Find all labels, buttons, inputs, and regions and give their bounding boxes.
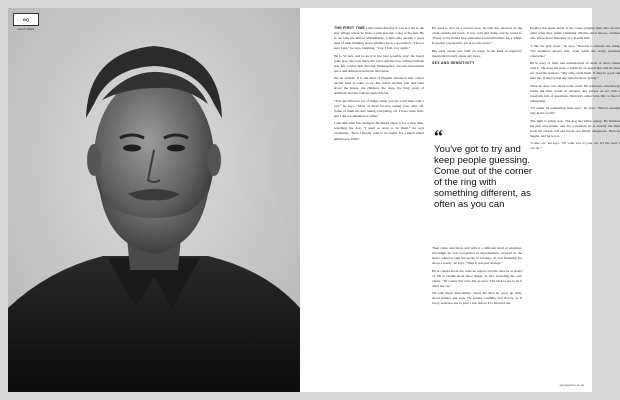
paragraph: He is wary of fame and unimpressed by most of what comes with it. He does not have a publicist on speed dial and he does not read his reviews. "My wife reads them. If they're good she tells me. If they're bad she tells me more gently." [530, 61, 620, 81]
lead-in: THE FIRST TIME [334, 26, 365, 30]
paragraph: I ask him what has changed. He thinks about it for a long time, watching the dog. "I used to want to be liked," he says eventually. "Now I mostly want to be useful. It's a much easier ambition to fulfil." [334, 121, 424, 141]
article-page [300, 8, 620, 392]
paragraph: He used to live on a narrow boat, he tells me, moored on the canal outside the town. It was cold and damp and he loved it. "Every actor should live somewhere uncomfortable for a while. It teaches you that the job is not the point." [432, 26, 522, 46]
article-column-2-bottom [432, 246, 522, 382]
paragraph: He is 54 now and looks it in the best possible way: the beard gone grey, the eyes lined, the voice still the low, rolling baritone that has carried him through Shakespeare, swords-and-sandals epics and American network television. [334, 53, 424, 73]
portrait-photo [8, 8, 300, 392]
paragraph: Purefoy has spent much of his career playing men who are not quite what they seem: charming villains, tired heroes, soldiers who know more than they say. It suits him. [530, 26, 620, 41]
paragraph: "I like the grey areas," he says. "Nobody is entirely one thing. The audience knows that, even when the script pretends otherwise." [530, 43, 620, 58]
paragraph: "You get offered a lot of things when you are a tall man with a jaw," he says. "Most of them involve taking your shirt off. Some of them involve taking everything off. I have done both, and I am not ashamed of either." [334, 98, 424, 118]
section-label: FEATURES [17, 27, 35, 31]
pull-quote [434, 126, 538, 210]
paragraph: What he does care about is the work. He rehearses obsessively, learns his lines weeks in advance and arrives on set with a notebook full of questions. Directors either love this or find it exhausting. [530, 83, 620, 103]
article-column-3 [530, 26, 620, 380]
paragraph: THE FIRST TIME I met James Purefoy it was in a bar in the tiny village where he lives, a pint in hand, a dog at his feet. He is, he tells me almost immediately, a man who spends a good deal of time thinking about whether he is a good man. "I'm not sure I am," he says, laughing. "I try. I fail. I try again." [334, 26, 425, 51]
article-column-1 [334, 26, 424, 380]
paragraph: The light is going now. The dog has fallen asleep. He finishes his pint and stands, and for a moment he is exactly the man from the screen, tall and broad and faintly dangerous. Then he laughs, and he is not. [530, 118, 620, 138]
pull-quote-text: You've got to try and keep people guessing. Come out of the corner of the ring with something different, as often as you can [434, 144, 533, 210]
quote-mark-icon: “ [434, 126, 443, 146]
section-subhead: SEX AND SENSITIVITY [432, 61, 475, 66]
paragraph: He is candid about the roles he regrets and the ones he is proud of. He is candid about most things, in fact, including his own vanity. "Of course I'm vain. I'm an actor. The trick is not to let it drive the car." [432, 268, 522, 288]
paragraph: "Come on," he says. "I'll walk you to your car. It's the least I can do." [530, 141, 620, 151]
article-column-2-top [432, 26, 522, 128]
portrait-image [8, 8, 300, 392]
paragraph: We sit outside. It is the kind of English afternoon that cannot decide what it wants to be. He orders another pint and talks about the house, the children, the dogs, the long years of auditions and the roles he turned down. [334, 76, 424, 96]
section-tag [13, 13, 39, 31]
section-logo: GQ [13, 13, 39, 26]
magazine-spread [8, 8, 620, 392]
paragraph: His early career was built on stage, in the kind of repertory theatre that barely exists any more. [432, 48, 522, 58]
paragraph: Then came television, and with it a different kind of attention. Overnight he was recognised in supermarkets, stopped in the street, asked to sign the backs of receipts. "It was flattering for about a week," he says. "Then it was just strange." [432, 246, 522, 266]
paragraph: We talk about masculinity, about the men he grew up with, about fathers and sons. He speaks carefully and slowly, as if every sentence has to pass a test before it is allowed out. [432, 291, 522, 306]
page-folio: gqmagazine.co.uk [559, 383, 584, 387]
paragraph: "I'd rather be exhausting than lazy," he says. "There's enough lazy in the world." [530, 106, 620, 116]
